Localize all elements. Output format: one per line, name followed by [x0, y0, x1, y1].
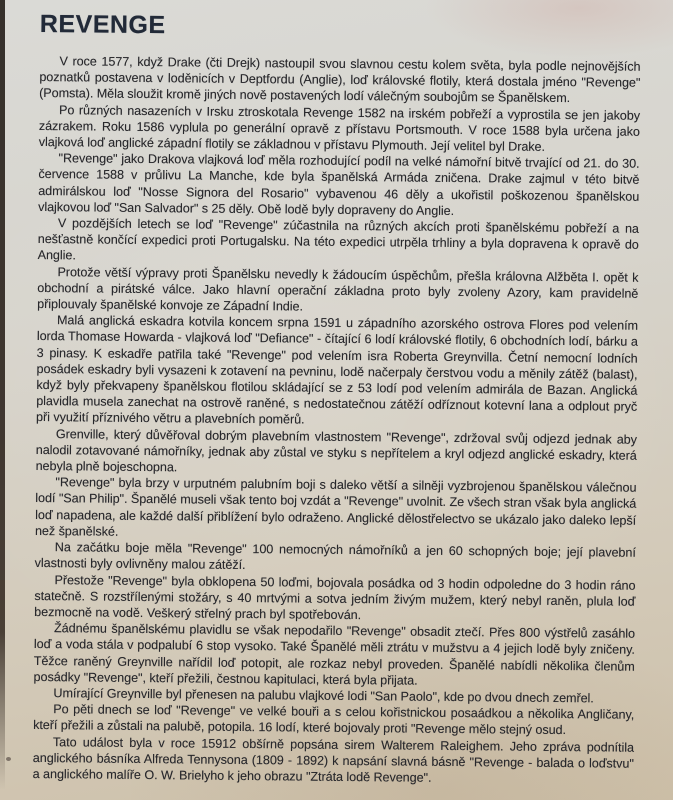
scan-speck	[6, 757, 11, 761]
paragraph: Po pěti dnech se loď "Revenge" ve velké bouři a s celou kořistnickou posaádkou a několika Angličany, kteří přežili a zůstali na palubě, potopila. 16 lodí, které bojovaly proti "Revenge mělo stejný osud.	[33, 702, 635, 738]
page-left-scan-edge	[0, 0, 5, 790]
paragraph: Tato událost byla v roce 15912 obšírně popsána sirem Walterem Raleighem. Jeho zpráva podnítila anglického básníka Alfreda Tennysona (1809 - 1892) k napsání slavná básně "Revenge - balada o loďstvu" a anglického malíře O. W. Brielyho k jeho obrazu "Ztráta lodě Revenge".	[32, 734, 635, 785]
paragraph: Na začátku boje měla "Revenge" 100 nemocných námořníků a jen 60 schopných boje; její plavební vlastnosti byly ovlivněny malou zátěží.	[34, 540, 636, 573]
paragraph: "Revenge" byla brzy v urputném palubním boji s daleko větší a silněji vyzbrojenou španělskou válečnou lodí "San Philip". Španělé museli však tento boj vzdát a "Revenge" uvolnit. Ze všech stran však byla anglická loď napadena, ale každé další přiblížení bylo odraženo. Anglické dělostřelectvo se ukázalo jako daleko lepší než španělské.	[34, 475, 637, 539]
paragraph: Grenville, který důvěřoval dobrým plavebním vlastnostem "Revenge", zdržoval svůj odjezd jednak aby nalodil zotavované námořníky, jednak aby zůstal ve styku s nepřítelem a kryl odjezd anglické eskadry, která nebyla plně bojeschopna.	[35, 426, 637, 475]
paragraph: Žádnému španělskému plavidlu se však nepodařilo "Revenge" obsadit ztečí. Přes 800 výstřelů zasáhlo loď a voda stála v podpalubí 6 stop vysoko. Také Španělé měli ztrátu v mužstvu a 4 jejich lodě byly zničeny. Těžce raněný Greynville nařídil loď potopit, ale rozkaz nebyl proveden. Španělé nabídli několika členům posádky "Revenge", kteří přežili, čestnou kapitulaci, která byla přijata.	[33, 621, 636, 688]
page-title: REVENGE	[39, 10, 166, 40]
paragraph: V pozdějších letech se loď "Revenge" zúčastnila na různých akcích proti španělskému pobřeží a na nešťastně končící expedici proti Portugalsku. Na této expedici utrpěla trhliny a byla dopravena k opravě do Anglie.	[37, 216, 639, 263]
paragraph: Protože větší výpravy proti Španělsku nevedly k žádoucím úspěchům, přešla královna Alžběta I. opět k obchodní a pirátské válce. Jako hlavní operační základna proto byly zvoleny Azory, kam pravidelně připlouvaly španělské konvoje ze Západní Indie.	[37, 264, 639, 314]
paragraph: Malá anglická eskadra kotvila koncem srpna 1591 u západního azorského ostrova Flores pod velením lorda Thomase Howarda - vlajková loď "Defiance" - čítající 6 lodí královské flotily, 6 obchodních lodí, bárku a 3 pinasy. K eskadře patřila také "Revenge" pod velením isra Roberta Greynvilla. Četní nemocní lodních posádek eskadry byli vysazeni k zotavení na pevninu, lodě načerpaly čerstvou vodu a měnily zátěž (balast), když byly překvapeny španělskou flotilou skládající se z 53 lodí pod velením admirála de Bazan. Anglická plavidla musela zanechat na ostrově raněné, s nedostatečnou zátěží odříznout kotevní lana a odplout pryč při využití příznivého větru a plavebních poměrů.	[36, 313, 639, 428]
article-body	[33, 53, 641, 788]
paragraph: V roce 1577, když Drake (čti Drejk) nastoupil svou slavnou cestu kolem světa, byla podle nejnovějších poznatků postavena v loděnicích v Deptfordu (Anglie), loď královské flotily, která dostala jméno "Revenge" (Pomsta). Měla sloužit kromě jiných nově postavených lodí válečným soubojům se Španělskem.	[39, 54, 641, 106]
paragraph: Přestože "Revenge" byla obklopena 50 loďmi, bojovala posádka od 3 hodin odpoledne do 3 hodin ráno statečně. S rozstřílenými stožáry, s 40 mrtvými a sotva jedním živým mužem, který nebyl raněn, plula loď bezmocně na vodě. Veškerý střelný prach byl spotřebován.	[34, 572, 636, 623]
paragraph: Umírající Greynville byl přenesen na palubu vlajkové lodi "San Paolo", kde po dvou dnech zemřel.	[53, 686, 594, 706]
paragraph: Po různých nasazeních v Irsku ztroskotala Revenge 1582 na irském pobřeží a vyprostila se jen jakoby zázrakem. Roku 1586 vyplula po generální opravě z přístavu Portsmouth. V roce 1588 byla určena jako vlajková loď anglické západní flotily se základnou v přístavu Plymouth. Její velitel byl Drake.	[38, 102, 641, 154]
paragraph: "Revenge" jako Drakova vlajková loď měla rozhodující podíl na velké námořní bitvě trvající od 21. do 30. července 1588 v průlivu La Manche, kde byla španělská Armáda zničena. Drake zajmul v této bitvě admirálskou loď "Nosse Signora del Rosario" vybavenou 46 děly a ukořistil poškozenou španělskou vlajkovou loď "San Salvador" s 25 děly. Obě lodě byly dopraveny do Anglie.	[38, 151, 640, 218]
page-content	[33, 10, 641, 788]
